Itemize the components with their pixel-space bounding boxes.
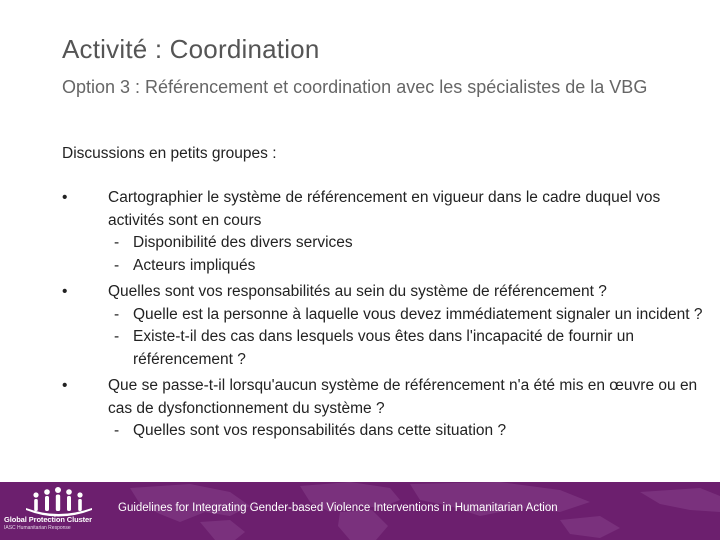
bullet-marker: • [62, 283, 68, 300]
bullet-list [62, 187, 712, 443]
bullet-text: Que se passe-t-il lorsqu'aucun système de référencement n'a été mis en œuvre ou en cas de dysfonctionnement du système ? [108, 377, 698, 417]
bullet-marker: • [62, 377, 68, 394]
intro-text: Discussions en petits groupes : [62, 145, 277, 162]
sub-item [108, 255, 712, 278]
logo-name: Global Protection Cluster [4, 515, 92, 524]
bullet-item [62, 281, 712, 371]
sub-item-text: Quelle est la personne à laquelle vous devez immédiatement signaler un incident ? [133, 305, 703, 323]
sub-marker: - [114, 305, 120, 323]
sub-marker: - [114, 422, 120, 439]
sub-item [108, 232, 712, 255]
sub-marker: - [114, 328, 120, 345]
logo-tagline: IASC Humanitarian Response [4, 525, 71, 531]
bullet-marker: • [62, 189, 68, 206]
sub-item-text: Existe-t-il des cas dans lesquels vous êtes dans l'incapacité de fournir un référencement ? [133, 328, 634, 368]
footer-text: Guidelines for Integrating Gender-based Violence Interventions in Humanitarian Action [118, 502, 558, 514]
slide-title: Activité : Coordination [62, 34, 320, 64]
bullet-text: Cartographier le système de référencement en vigueur dans le cadre duquel vos activités sont en cours [108, 189, 661, 229]
sub-item [108, 304, 712, 327]
sub-item [108, 326, 712, 371]
sub-item-text: Quelles sont vos responsabilités dans cette situation ? [133, 422, 507, 439]
footer-banner [0, 482, 720, 540]
sub-item-text: Disponibilité des divers services [133, 234, 353, 251]
sub-marker: - [114, 234, 120, 251]
sub-marker: - [114, 256, 120, 274]
sub-item [108, 420, 712, 443]
bullet-text: Quelles sont vos responsabilités au sein du système de référencement ? [108, 283, 607, 300]
bullet-item [62, 187, 712, 277]
bullet-item [62, 375, 712, 443]
slide-subtitle: Option 3 : Référencement et coordination avec les spécialistes de la VBG [62, 77, 648, 97]
sub-item-text: Acteurs impliqués [133, 256, 256, 274]
